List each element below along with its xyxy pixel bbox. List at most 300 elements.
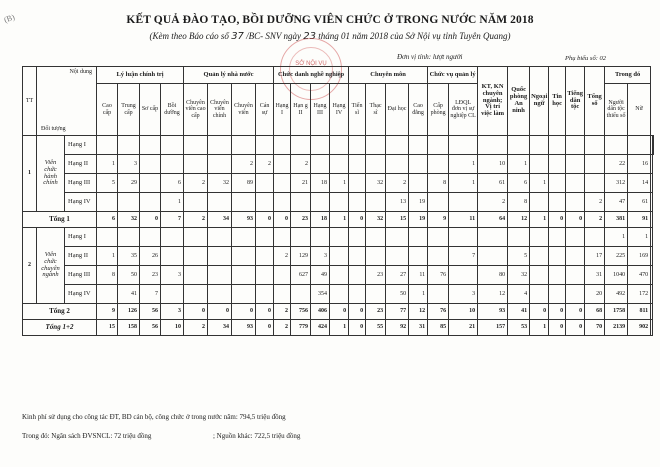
- table-cell: 21: [449, 320, 478, 336]
- table-cell: 50: [118, 266, 140, 285]
- table-cell: 2: [478, 193, 508, 212]
- table-cell: 0: [140, 212, 161, 228]
- table-cell: [291, 228, 311, 247]
- header-group: Quản lý nhà nước: [184, 67, 274, 84]
- table-cell: [161, 247, 184, 266]
- annex-note: Phụ biểu số: 02: [565, 55, 606, 62]
- table-cell: [256, 285, 274, 304]
- table-cell: [449, 266, 478, 285]
- table-cell: [97, 136, 118, 155]
- table-cell: [530, 228, 549, 247]
- total-row: [23, 212, 654, 228]
- table-cell: [311, 228, 330, 247]
- table-cell: 1758: [605, 304, 628, 320]
- table-cell: [549, 228, 566, 247]
- table-cell: [330, 228, 349, 247]
- table-cell: 92: [386, 320, 409, 336]
- table-cell: 902: [628, 320, 651, 336]
- table-cell: [232, 228, 256, 247]
- table-cell: [478, 247, 508, 266]
- table-cell: 85: [428, 320, 449, 336]
- table-cell: [366, 136, 386, 155]
- table-cell: 6: [508, 174, 530, 193]
- table-cell: 68: [585, 304, 605, 320]
- table-cell: [184, 266, 208, 285]
- table-row: [23, 174, 654, 193]
- table-cell: 76: [428, 304, 449, 320]
- table-cell: 31: [585, 266, 605, 285]
- table-cell: 80: [478, 266, 508, 285]
- table-cell: [140, 193, 161, 212]
- table-cell: [208, 193, 232, 212]
- table-cell: [140, 155, 161, 174]
- table-cell: 312: [605, 174, 628, 193]
- header-group: Quốc phòng An ninh: [508, 67, 530, 136]
- grand-total-label: Tổng 1+2: [23, 320, 97, 336]
- header-group: Tin học: [549, 67, 566, 136]
- table-cell: 10: [478, 155, 508, 174]
- footer-breakdown: [22, 432, 300, 440]
- table-cell: [208, 266, 232, 285]
- table-cell: 1040: [605, 266, 628, 285]
- table-cell: 0: [274, 212, 291, 228]
- table-cell: [274, 174, 291, 193]
- table-cell: 8: [97, 266, 118, 285]
- table-cell: [605, 136, 628, 155]
- table-cell: [291, 193, 311, 212]
- table-cell: [651, 320, 652, 336]
- table-cell: [549, 285, 566, 304]
- header-sub: Hạng III: [311, 84, 330, 136]
- table-cell: 47: [605, 193, 628, 212]
- table-cell: [256, 136, 274, 155]
- table-cell: 3: [449, 285, 478, 304]
- table-cell: [311, 193, 330, 212]
- table-cell: [274, 266, 291, 285]
- table-cell: 1: [330, 212, 349, 228]
- table-cell: 16: [628, 155, 651, 174]
- table-cell: [161, 155, 184, 174]
- table-cell: 23: [291, 212, 311, 228]
- table-cell: [291, 285, 311, 304]
- header-sub: Sơ cấp: [140, 84, 161, 136]
- table-cell: [409, 228, 428, 247]
- table-cell: [449, 136, 478, 155]
- table-cell: [530, 136, 549, 155]
- table-cell: 23: [140, 266, 161, 285]
- table-cell: 1: [508, 155, 530, 174]
- table-cell: [530, 247, 549, 266]
- table-cell: 2: [184, 174, 208, 193]
- table-cell: 50: [386, 285, 409, 304]
- table-cell: 169: [628, 247, 651, 266]
- table-cell: [330, 193, 349, 212]
- table-cell: 14: [628, 174, 651, 193]
- table-cell: [530, 155, 549, 174]
- document-title: KẾT QUẢ ĐÀO TẠO, BỒI DƯỠNG VIÊN CHỨC Ở TRONG NƯỚC NĂM 2018: [126, 14, 534, 26]
- table-cell: [349, 228, 366, 247]
- table-cell: [651, 174, 652, 193]
- table-cell: 32: [508, 266, 530, 285]
- table-cell: 23: [366, 304, 386, 320]
- table-cell: 126: [118, 304, 140, 320]
- table-cell: 41: [508, 304, 530, 320]
- table-cell: [428, 136, 449, 155]
- table-cell: [184, 136, 208, 155]
- header-group: Ngoại ngữ: [530, 67, 549, 136]
- table-cell: 7: [140, 285, 161, 304]
- table-cell: 779: [291, 320, 311, 336]
- table-cell: 1: [97, 247, 118, 266]
- training-results-table: [22, 66, 654, 336]
- table-cell: 6: [161, 174, 184, 193]
- table-cell: [478, 228, 508, 247]
- table-cell: [549, 247, 566, 266]
- table-cell: [449, 228, 478, 247]
- table-cell: 381: [605, 212, 628, 228]
- table-cell: [651, 155, 652, 174]
- header-group: KT, KN chuyên ngành; Vị trí việc làm: [478, 67, 508, 136]
- header-object: Đối tượng: [41, 125, 66, 132]
- table-cell: [330, 266, 349, 285]
- table-cell: 1: [330, 320, 349, 336]
- table-cell: 756: [291, 304, 311, 320]
- table-cell: 2: [232, 155, 256, 174]
- table-cell: [566, 247, 585, 266]
- header-group: Tổng số: [585, 67, 605, 136]
- table-cell: 11: [449, 212, 478, 228]
- table-cell: 21: [291, 174, 311, 193]
- table-cell: [97, 285, 118, 304]
- table-cell: 627: [291, 266, 311, 285]
- table-cell: [349, 266, 366, 285]
- table-cell: [428, 193, 449, 212]
- table-cell: 0: [549, 320, 566, 336]
- table-cell: 56: [140, 320, 161, 336]
- table-cell: [118, 193, 140, 212]
- header-sub: Cao cấp: [97, 84, 118, 136]
- table-cell: [549, 155, 566, 174]
- table-cell: [256, 174, 274, 193]
- table-cell: 0: [349, 212, 366, 228]
- table-cell: [161, 228, 184, 247]
- row-label: Hạng I: [65, 136, 97, 155]
- table-cell: [232, 247, 256, 266]
- table-cell: [349, 136, 366, 155]
- table-cell: 64: [478, 212, 508, 228]
- section-name: Viên chức hành chính: [37, 136, 65, 212]
- table-cell: 0: [530, 304, 549, 320]
- total-label: Tổng 1: [23, 212, 97, 228]
- table-cell: [549, 193, 566, 212]
- header-sub: Hạng IV: [330, 84, 349, 136]
- header-sub: Cao đẳng: [409, 84, 428, 136]
- table-cell: [330, 155, 349, 174]
- table-cell: [311, 155, 330, 174]
- row-label: Hạng IV: [65, 193, 97, 212]
- table-row: [23, 228, 654, 247]
- table-cell: 2: [184, 212, 208, 228]
- table-cell: 2: [274, 320, 291, 336]
- table-cell: 5: [508, 247, 530, 266]
- table-cell: 3: [161, 304, 184, 320]
- table-cell: [651, 266, 652, 285]
- table-cell: [274, 193, 291, 212]
- section-name: Viên chức chuyên ngành: [37, 228, 65, 304]
- table-cell: 0: [349, 304, 366, 320]
- table-cell: [628, 136, 651, 155]
- table-cell: [549, 136, 566, 155]
- header-sub: Thạc sĩ: [366, 84, 386, 136]
- table-cell: 0: [549, 304, 566, 320]
- table-cell: [274, 285, 291, 304]
- table-cell: 12: [508, 212, 530, 228]
- table-cell: 2: [184, 320, 208, 336]
- table-cell: 49: [311, 266, 330, 285]
- table-cell: 1: [605, 228, 628, 247]
- table-cell: 61: [478, 174, 508, 193]
- table-cell: 1: [449, 174, 478, 193]
- table-cell: [566, 155, 585, 174]
- table-cell: 0: [184, 304, 208, 320]
- header-group: Trong đó: [605, 67, 651, 84]
- table-row: [23, 266, 654, 285]
- header-sub: Chuyên viên chính: [208, 84, 232, 136]
- table-cell: [585, 136, 605, 155]
- table-cell: [349, 193, 366, 212]
- header-group: Chức danh nghề nghiệp: [274, 67, 349, 84]
- table-cell: [386, 228, 409, 247]
- table-cell: [256, 228, 274, 247]
- table-cell: [549, 266, 566, 285]
- table-cell: 6: [97, 212, 118, 228]
- table-cell: 32: [366, 212, 386, 228]
- table-cell: [232, 136, 256, 155]
- table-cell: [366, 228, 386, 247]
- table-cell: [386, 155, 409, 174]
- table-cell: [651, 247, 652, 266]
- table-cell: [184, 193, 208, 212]
- table-cell: [508, 136, 530, 155]
- table-cell: [651, 228, 652, 247]
- table-cell: [140, 174, 161, 193]
- table-cell: [428, 155, 449, 174]
- table-cell: 0: [349, 320, 366, 336]
- table-cell: [140, 136, 161, 155]
- table-cell: [184, 285, 208, 304]
- table-cell: 129: [291, 247, 311, 266]
- table-cell: [366, 247, 386, 266]
- table-cell: 1: [449, 155, 478, 174]
- header-tt: TT: [23, 67, 37, 136]
- table-cell: 93: [232, 212, 256, 228]
- table-cell: 10: [161, 320, 184, 336]
- table-cell: 1: [530, 174, 549, 193]
- table-cell: 0: [256, 212, 274, 228]
- row-label: Hạng II: [65, 155, 97, 174]
- table-cell: [386, 247, 409, 266]
- table-cell: [651, 212, 652, 228]
- table-cell: [256, 266, 274, 285]
- table-cell: 93: [478, 304, 508, 320]
- table-cell: [366, 155, 386, 174]
- table-cell: [208, 228, 232, 247]
- header-sub: Người dân tộc thiểu số: [605, 84, 628, 136]
- table-cell: 0: [566, 304, 585, 320]
- table-cell: 13: [386, 193, 409, 212]
- table-cell: 4: [508, 285, 530, 304]
- table-cell: 811: [628, 304, 651, 320]
- header-sub: Cấp phòng: [428, 84, 449, 136]
- table-cell: [428, 228, 449, 247]
- table-cell: 0: [549, 212, 566, 228]
- table-cell: 91: [628, 212, 651, 228]
- table-cell: [651, 285, 652, 304]
- table-cell: 29: [118, 174, 140, 193]
- table-cell: 2: [585, 212, 605, 228]
- table-cell: [208, 136, 232, 155]
- table-cell: [349, 247, 366, 266]
- table-cell: 19: [409, 193, 428, 212]
- table-cell: [161, 136, 184, 155]
- table-cell: [428, 285, 449, 304]
- total-row: [23, 304, 654, 320]
- table-cell: 19: [409, 212, 428, 228]
- table-cell: 406: [311, 304, 330, 320]
- table-cell: [118, 136, 140, 155]
- table-cell: [366, 285, 386, 304]
- table-cell: 61: [628, 193, 651, 212]
- row-label: Hạng I: [65, 228, 97, 247]
- table-cell: [366, 193, 386, 212]
- table-cell: [566, 228, 585, 247]
- table-cell: 354: [311, 285, 330, 304]
- table-cell: 158: [118, 320, 140, 336]
- footer-budget: Kinh phí sử dụng cho công tác ĐT, BD cán bộ, công chức ở trong nước năm: 794,5 triệu đồng: [22, 413, 286, 421]
- table-cell: 2: [256, 155, 274, 174]
- table-cell: 1: [530, 212, 549, 228]
- header-sub: Bồi dưỡng: [161, 84, 184, 136]
- table-cell: 0: [330, 304, 349, 320]
- table-cell: [208, 247, 232, 266]
- table-cell: 70: [585, 320, 605, 336]
- table-cell: 8: [508, 193, 530, 212]
- table-cell: 32: [208, 174, 232, 193]
- header-sub: Tiến sĩ: [349, 84, 366, 136]
- table-cell: 0: [208, 304, 232, 320]
- document-subtitle: [0, 31, 660, 42]
- table-cell: 15: [97, 320, 118, 336]
- table-cell: [478, 136, 508, 155]
- total-label: Tổng 2: [23, 304, 97, 320]
- table-cell: 5: [97, 174, 118, 193]
- header-sub: LĐQL đơn vị sự nghiệp CL: [449, 84, 478, 136]
- table-cell: [97, 228, 118, 247]
- table-cell: 41: [118, 285, 140, 304]
- table-cell: [566, 266, 585, 285]
- table-cell: [274, 155, 291, 174]
- subtitle-suffix: tháng 01 năm 2018 của Sở Nội vụ tỉnh Tuyên Quang): [318, 31, 511, 41]
- table-cell: 32: [366, 174, 386, 193]
- table-cell: [585, 174, 605, 193]
- header-group: Chuyên môn: [349, 67, 428, 84]
- table-cell: [256, 247, 274, 266]
- table-cell: 0: [232, 304, 256, 320]
- table-cell: [409, 247, 428, 266]
- table-cell: 3: [161, 266, 184, 285]
- table-cell: [409, 136, 428, 155]
- table-cell: [651, 193, 652, 212]
- header-sub: Chuyên viên: [232, 84, 256, 136]
- row-label: Hạng IV: [65, 285, 97, 304]
- table-cell: 20: [585, 285, 605, 304]
- table-cell: [585, 155, 605, 174]
- table-cell: [349, 155, 366, 174]
- table-cell: [549, 174, 566, 193]
- stamp-text: SỞ NỘI VỤ: [295, 61, 327, 67]
- table-cell: [530, 193, 549, 212]
- table-cell: [585, 228, 605, 247]
- table-cell: [566, 285, 585, 304]
- table-cell: [330, 247, 349, 266]
- table-cell: 9: [97, 304, 118, 320]
- table-cell: [161, 285, 184, 304]
- table-cell: [530, 266, 549, 285]
- table-cell: [330, 285, 349, 304]
- table-cell: [349, 285, 366, 304]
- table-cell: 26: [140, 247, 161, 266]
- table-row: [23, 247, 654, 266]
- table-cell: 2: [585, 193, 605, 212]
- table-cell: 157: [478, 320, 508, 336]
- table-cell: [274, 136, 291, 155]
- table-cell: [651, 304, 652, 320]
- row-label: Hạng II: [65, 247, 97, 266]
- table-cell: 7: [449, 247, 478, 266]
- table-cell: [566, 174, 585, 193]
- subtitle-mid: /BC- SNV ngày: [246, 31, 302, 41]
- report-day: 23: [303, 31, 316, 42]
- table-cell: 31: [409, 320, 428, 336]
- header-sub: Chuyên viên cao cấp: [184, 84, 208, 136]
- table-cell: 1: [161, 193, 184, 212]
- table-cell: 76: [428, 266, 449, 285]
- table-cell: 2: [386, 174, 409, 193]
- table-cell: [97, 193, 118, 212]
- table-cell: 424: [311, 320, 330, 336]
- table-cell: 10: [449, 304, 478, 320]
- table-cell: 1: [409, 285, 428, 304]
- table-cell: 23: [366, 266, 386, 285]
- header-sub: Nữ: [628, 84, 651, 136]
- subtitle-prefix: (Kèm theo Báo cáo số: [149, 31, 229, 41]
- header-content-object: [37, 67, 97, 136]
- table-cell: [386, 136, 409, 155]
- table-cell: 93: [232, 320, 256, 336]
- table-cell: [530, 285, 549, 304]
- table-cell: 1: [330, 174, 349, 193]
- header-group: Lý luận chính trị: [97, 67, 184, 84]
- header-group: Chức vụ quản lý: [428, 67, 478, 84]
- table-cell: [311, 136, 330, 155]
- unit-note: Đơn vị tính: lượt người: [397, 53, 463, 61]
- table-cell: 172: [628, 285, 651, 304]
- table-cell: [291, 136, 311, 155]
- table-cell: [232, 285, 256, 304]
- table-cell: 3: [118, 155, 140, 174]
- table-cell: 12: [478, 285, 508, 304]
- table-cell: 89: [232, 174, 256, 193]
